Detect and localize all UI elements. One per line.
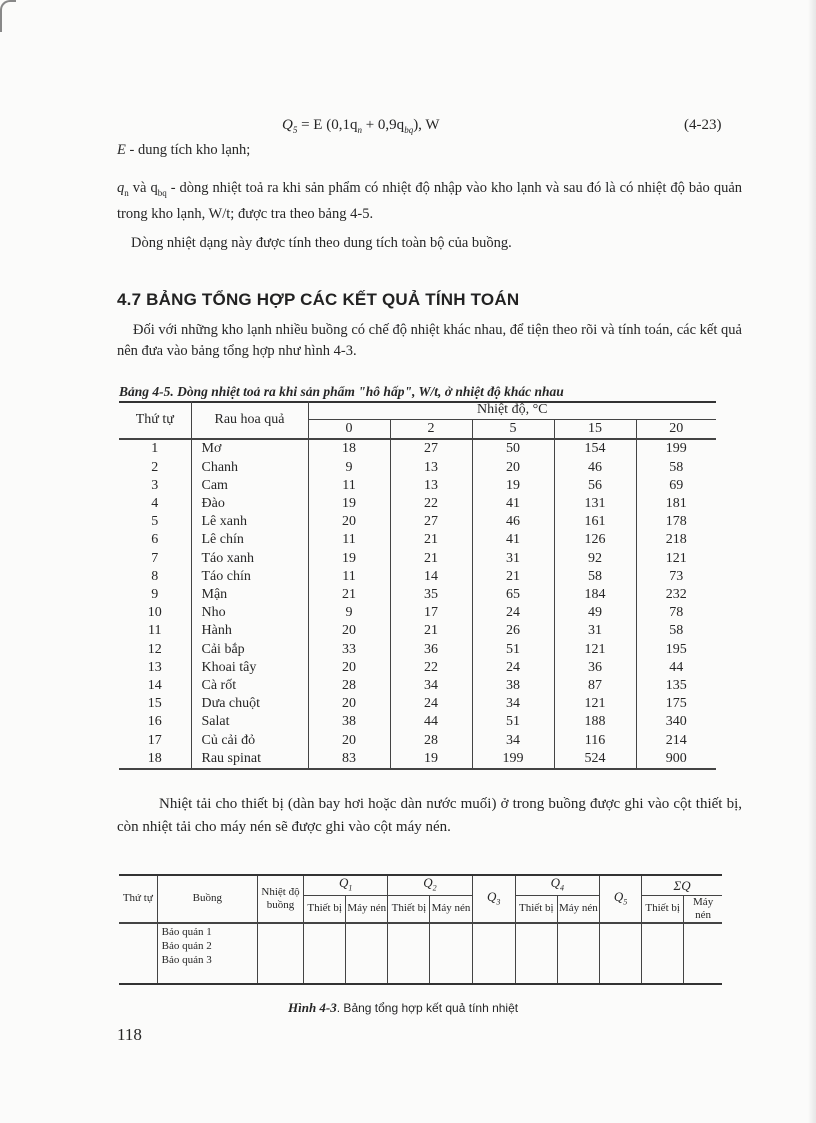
row-value-5c: 34	[472, 732, 554, 750]
row-index: 13	[147, 659, 162, 675]
row-value-2c: 27	[390, 513, 472, 531]
row-value-20c: 214	[636, 732, 716, 750]
figure-4-3-table	[119, 874, 722, 985]
row-product-name: Hành	[191, 622, 308, 640]
formula-rhs-mid: + 0,9q	[361, 117, 405, 133]
section-intro: Đối với những kho lạnh nhiều buồng có chế độ nhiệt khác nhau, để tiện theo rõi và tính toán, các kết quả nên đưa vào bảng tổng hợp như hình 4-3.	[117, 322, 742, 359]
row-value-2c: 28	[390, 732, 472, 750]
fig-q2-compressor: Máy nén	[430, 895, 472, 923]
row-value-15c: 121	[554, 641, 636, 659]
room-1: Bảo quản 1	[161, 925, 212, 938]
fig-cell-empty	[472, 923, 515, 984]
row-value-15c: 188	[554, 713, 636, 731]
row-index: 6	[151, 532, 159, 548]
row-product-name: Lê xanh	[191, 513, 308, 531]
row-value-15c: 58	[554, 568, 636, 586]
header-temp-0: 0	[308, 420, 390, 440]
fig-cell-empty	[599, 923, 641, 984]
row-value-20c: 69	[636, 477, 716, 495]
row-value-20c: 900	[636, 750, 716, 769]
table-4-5-caption: Bảng 4-5. Dòng nhiệt toả ra khi sản phẩm "hô hấp", W/t, ở nhiệt độ khác nhau	[119, 384, 716, 403]
row-value-15c: 87	[554, 677, 636, 695]
fig-header-sum-q: ΣQ	[642, 875, 722, 895]
row-value-0c: 11	[308, 568, 390, 586]
definition-q-text: - dòng nhiệt toả ra khi sản phẩm có nhiệt độ nhập vào kho lạnh và sau đó là có nhiệt độ bảo quản trong kho lạnh, W/t; được tra theo bảng 4-5.	[117, 180, 742, 222]
formula-rhs-prefix: = E (0,1q	[297, 117, 358, 133]
row-value-2c: 27	[390, 439, 472, 458]
definition-q	[117, 178, 742, 225]
table-row	[119, 586, 716, 604]
row-value-0c: 83	[308, 750, 390, 769]
row-index: 15	[147, 696, 162, 712]
row-value-15c: 184	[554, 586, 636, 604]
table-4-5-body	[119, 439, 716, 769]
fig-sum-device: Thiết bị	[642, 895, 684, 923]
row-value-2c: 19	[390, 750, 472, 769]
row-value-0c: 11	[308, 531, 390, 549]
q2-label: Q	[423, 875, 433, 890]
row-value-20c: 218	[636, 531, 716, 549]
fig-cell-empty	[515, 923, 557, 984]
row-index: 4	[151, 496, 159, 512]
room-3: Bảo quản 3	[161, 953, 212, 966]
row-value-20c: 175	[636, 695, 716, 713]
row-value-0c: 21	[308, 586, 390, 604]
q4-sub: 4	[560, 883, 565, 893]
row-value-5c: 24	[472, 659, 554, 677]
q2-sub: 2	[432, 883, 437, 893]
row-product-name: Đào	[191, 495, 308, 513]
row-value-5c: 51	[472, 713, 554, 731]
fig-q1-compressor: Máy nén	[346, 895, 388, 923]
fig-cell-empty	[304, 923, 346, 984]
row-product-name: Cải bắp	[191, 641, 308, 659]
row-value-5c: 31	[472, 550, 554, 568]
header-temp-2: 2	[390, 420, 472, 440]
figure-label: Hình 4-3	[288, 1000, 337, 1015]
fig-header-index: Thứ tự	[119, 875, 157, 923]
paragraph-volume: Dòng nhiệt dạng này được tính theo dung tích toàn bộ của buồng.	[131, 235, 512, 251]
row-value-15c: 524	[554, 750, 636, 769]
row-product-name: Rau spinat	[191, 750, 308, 769]
row-product-name: Lê chín	[191, 531, 308, 549]
row-value-15c: 154	[554, 439, 636, 458]
row-value-2c: 21	[390, 550, 472, 568]
row-value-5c: 24	[472, 604, 554, 622]
row-value-20c: 58	[636, 622, 716, 640]
row-value-5c: 21	[472, 568, 554, 586]
fig-cell-empty	[684, 923, 722, 984]
symbol-qn: q	[117, 180, 125, 196]
fig-cell-empty	[346, 923, 388, 984]
row-index: 3	[151, 477, 159, 493]
fig-sum-compressor: Máy nén	[684, 895, 722, 923]
row-value-5c: 19	[472, 477, 554, 495]
row-value-5c: 50	[472, 439, 554, 458]
row-value-2c: 21	[390, 531, 472, 549]
row-value-0c: 20	[308, 659, 390, 677]
table-row	[119, 750, 716, 769]
row-index: 17	[147, 732, 162, 748]
row-value-15c: 46	[554, 459, 636, 477]
table-row	[119, 531, 716, 549]
row-value-2c: 21	[390, 622, 472, 640]
row-value-0c: 18	[308, 439, 390, 458]
fig-q4-device: Thiết bị	[515, 895, 557, 923]
row-value-2c: 44	[390, 713, 472, 731]
fig-cell-empty	[430, 923, 472, 984]
room-2: Bảo quản 2	[161, 939, 212, 952]
row-value-2c: 35	[390, 586, 472, 604]
fig-cell-empty	[257, 923, 303, 984]
row-value-20c: 199	[636, 439, 716, 458]
equation-number: (4-23)	[684, 117, 722, 133]
header-temperature-group: Nhiệt độ, °C	[308, 401, 716, 420]
row-value-20c: 181	[636, 495, 716, 513]
fig-header-q2	[388, 875, 472, 895]
row-value-5c: 38	[472, 677, 554, 695]
row-value-2c: 17	[390, 604, 472, 622]
symbol-qn-sub: n	[124, 187, 129, 198]
q1-sub: 1	[348, 883, 353, 893]
row-value-15c: 31	[554, 622, 636, 640]
row-index: 9	[151, 587, 159, 603]
header-index: Thứ tự	[119, 401, 191, 439]
q1-label: Q	[339, 875, 349, 890]
row-value-20c: 232	[636, 586, 716, 604]
formula-sub-bq: bq	[404, 125, 414, 135]
fig-cell-rooms	[157, 923, 257, 984]
row-product-name: Củ cải đỏ	[191, 732, 308, 750]
formula-q5	[282, 117, 440, 135]
formula-lhs: Q	[282, 117, 293, 133]
row-index: 5	[151, 514, 159, 530]
row-value-0c: 38	[308, 713, 390, 731]
page-corner-mark	[0, 0, 16, 32]
row-value-20c: 73	[636, 568, 716, 586]
definition-q-and: và q	[128, 180, 158, 196]
fig-q1-device: Thiết bị	[304, 895, 346, 923]
table-row	[119, 677, 716, 695]
table-row	[119, 695, 716, 713]
row-product-name: Nho	[191, 604, 308, 622]
row-value-20c: 195	[636, 641, 716, 659]
section-heading: 4.7 BẢNG TỔNG HỢP CÁC KẾT QUẢ TÍNH TOÁN	[117, 290, 520, 309]
row-value-5c: 41	[472, 531, 554, 549]
fig-header-q1	[304, 875, 388, 895]
formula-sub-n: n	[357, 125, 362, 135]
row-value-20c: 340	[636, 713, 716, 731]
row-value-15c: 56	[554, 477, 636, 495]
fig-cell-empty	[642, 923, 684, 984]
fig-header-q5	[599, 875, 641, 923]
fig-q4-compressor: Máy nén	[557, 895, 599, 923]
row-product-name: Mận	[191, 586, 308, 604]
q4-label: Q	[550, 875, 561, 890]
row-value-15c: 126	[554, 531, 636, 549]
q3-label: Q	[486, 888, 497, 904]
page-number: 118	[117, 1025, 142, 1044]
table-row	[119, 477, 716, 495]
row-value-2c: 24	[390, 695, 472, 713]
row-value-5c: 199	[472, 750, 554, 769]
figure-4-3-caption	[288, 1000, 518, 1016]
row-value-0c: 20	[308, 695, 390, 713]
scan-edge-shadow	[808, 0, 816, 1123]
row-value-0c: 20	[308, 513, 390, 531]
row-index: 11	[148, 623, 162, 639]
q5-label: Q	[613, 888, 624, 904]
row-product-name: Mơ	[191, 439, 308, 458]
row-index: 16	[147, 714, 162, 730]
row-value-0c: 20	[308, 732, 390, 750]
row-value-20c: 178	[636, 513, 716, 531]
row-value-0c: 11	[308, 477, 390, 495]
fig-cell-index	[119, 923, 157, 984]
table-row	[119, 459, 716, 477]
row-value-5c: 20	[472, 459, 554, 477]
table-row	[119, 439, 716, 458]
row-product-name: Táo xanh	[191, 550, 308, 568]
table-row	[119, 513, 716, 531]
row-index: 14	[147, 678, 162, 694]
row-value-15c: 92	[554, 550, 636, 568]
q3-sub: 3	[496, 897, 501, 907]
row-value-2c: 22	[390, 659, 472, 677]
q5-sub: 5	[623, 897, 628, 907]
row-value-2c: 34	[390, 677, 472, 695]
row-product-name: Khoai tây	[191, 659, 308, 677]
row-value-2c: 14	[390, 568, 472, 586]
table-row	[119, 495, 716, 513]
row-value-15c: 49	[554, 604, 636, 622]
row-product-name: Cam	[191, 477, 308, 495]
row-value-15c: 131	[554, 495, 636, 513]
table-row	[119, 568, 716, 586]
table-row	[119, 604, 716, 622]
row-product-name: Chanh	[191, 459, 308, 477]
row-value-2c: 36	[390, 641, 472, 659]
fig-cell-empty	[388, 923, 430, 984]
row-index: 1	[151, 441, 159, 457]
row-value-5c: 46	[472, 513, 554, 531]
row-value-20c: 135	[636, 677, 716, 695]
row-product-name: Dưa chuột	[191, 695, 308, 713]
fig-header-q3	[472, 875, 515, 923]
table-row	[119, 550, 716, 568]
definition-e	[117, 140, 742, 161]
table-row	[119, 659, 716, 677]
header-temp-20: 20	[636, 420, 716, 440]
row-product-name: Táo chín	[191, 568, 308, 586]
row-product-name: Salat	[191, 713, 308, 731]
row-value-15c: 36	[554, 659, 636, 677]
row-index: 10	[147, 605, 162, 621]
row-value-20c: 58	[636, 459, 716, 477]
row-value-15c: 116	[554, 732, 636, 750]
row-value-0c: 19	[308, 550, 390, 568]
table-row	[119, 713, 716, 731]
row-value-20c: 78	[636, 604, 716, 622]
row-value-2c: 22	[390, 495, 472, 513]
row-value-2c: 13	[390, 459, 472, 477]
symbol-e: E	[117, 142, 126, 158]
row-index: 18	[119, 750, 191, 769]
fig-cell-empty	[557, 923, 599, 984]
row-value-5c: 65	[472, 586, 554, 604]
fig-header-room-temp: Nhiệt độ buồng	[257, 875, 303, 923]
row-value-5c: 41	[472, 495, 554, 513]
row-value-0c: 19	[308, 495, 390, 513]
row-value-0c: 9	[308, 604, 390, 622]
row-index: 2	[151, 459, 159, 475]
symbol-qbq-sub: bq	[157, 187, 167, 198]
table-row	[119, 641, 716, 659]
table-row	[119, 622, 716, 640]
row-value-0c: 33	[308, 641, 390, 659]
fig-header-q4	[515, 875, 599, 895]
header-temp-5: 5	[472, 420, 554, 440]
table-4-5	[119, 401, 716, 770]
row-value-0c: 9	[308, 459, 390, 477]
row-product-name: Cà rốt	[191, 677, 308, 695]
paragraph-load: Nhiệt tải cho thiết bị (dàn bay hơi hoặc dàn nước muối) ở trong buồng được ghi vào cột thiết bị, còn nhiệt tải cho máy nén sẽ được ghi vào cột máy nén.	[117, 796, 742, 835]
row-value-15c: 161	[554, 513, 636, 531]
row-index: 7	[151, 550, 159, 566]
header-temp-15: 15	[554, 420, 636, 440]
row-index: 12	[147, 641, 162, 657]
row-value-5c: 26	[472, 622, 554, 640]
row-value-0c: 28	[308, 677, 390, 695]
fig-header-room: Buồng	[157, 875, 257, 923]
row-value-20c: 44	[636, 659, 716, 677]
header-product: Rau hoa quả	[191, 401, 308, 439]
row-value-15c: 121	[554, 695, 636, 713]
definition-e-text: - dung tích kho lạnh;	[125, 142, 251, 158]
row-value-5c: 51	[472, 641, 554, 659]
row-value-2c: 13	[390, 477, 472, 495]
table-row	[119, 732, 716, 750]
formula-lhs-sub: 5	[292, 125, 298, 135]
row-value-5c: 34	[472, 695, 554, 713]
row-value-20c: 121	[636, 550, 716, 568]
figure-caption-text: . Bảng tổng hợp kết quả tính nhiệt	[336, 1001, 519, 1015]
row-index: 8	[151, 568, 159, 584]
formula-rhs-suffix: ), W	[413, 117, 440, 133]
row-value-0c: 20	[308, 622, 390, 640]
fig-q2-device: Thiết bị	[388, 895, 430, 923]
